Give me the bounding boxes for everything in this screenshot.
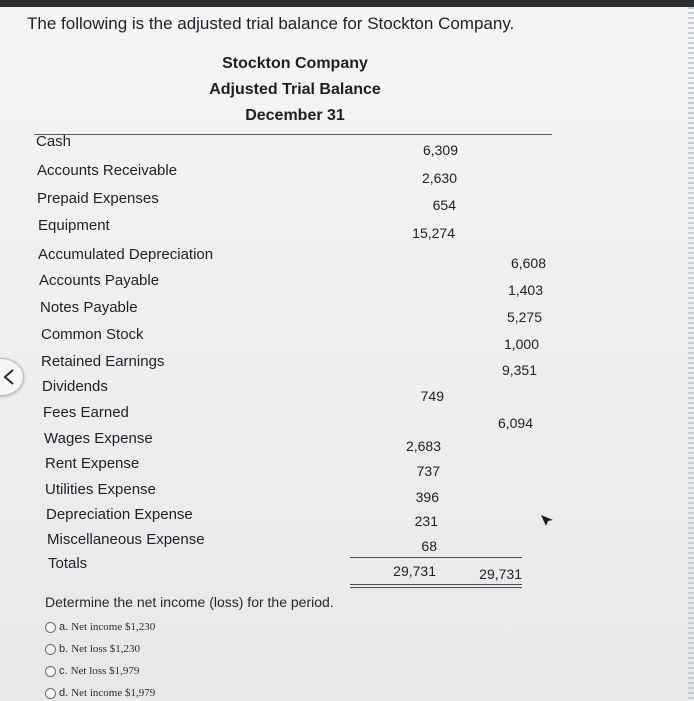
account-name: Notes Payable [40, 299, 138, 316]
account-name: Depreciation Expense [46, 506, 193, 523]
credit-amount: 6,094 [497, 415, 533, 431]
radio-button[interactable] [45, 622, 56, 633]
debit-amount: 749 [420, 388, 444, 404]
debit-amount: 6,309 [422, 142, 458, 158]
company-name: Stockton Company [222, 55, 368, 72]
statement-date: December 31 [245, 107, 345, 124]
option-label: Net loss $1,230 [71, 643, 140, 655]
totals-label: Totals [48, 555, 88, 572]
account-name: Accounts Receivable [37, 162, 178, 179]
option-c[interactable] [45, 663, 139, 679]
debit-amount: 654 [432, 197, 456, 213]
option-letter: d. [59, 687, 69, 699]
debit-amount: 2,683 [405, 438, 441, 454]
debit-amount: 15,274 [412, 225, 455, 241]
totals-rule-double-bottom [350, 587, 522, 588]
mouse-cursor-icon [540, 513, 554, 527]
account-name: Equipment [38, 217, 110, 234]
debit-amount: 737 [416, 463, 440, 479]
option-letter: a. [59, 621, 69, 633]
chevron-left-icon [3, 369, 15, 385]
account-name: Wages Expense [44, 430, 153, 447]
header-rule [34, 134, 552, 135]
account-name: Retained Earnings [41, 353, 165, 370]
option-a[interactable] [45, 619, 155, 635]
debit-amount: 231 [414, 513, 438, 529]
totals-rule-single [350, 557, 522, 558]
account-name: Fees Earned [43, 404, 129, 421]
credit-amount: 5,275 [506, 309, 542, 325]
question-text: Determine the net income (loss) for the period. [45, 594, 334, 610]
debit-amount: 68 [421, 538, 437, 554]
credit-amount: 6,608 [510, 255, 546, 271]
credit-total: 29,731 [479, 566, 522, 582]
option-label: Net loss $1,979 [70, 665, 140, 677]
option-letter: b. [59, 643, 69, 655]
radio-button[interactable] [45, 644, 56, 655]
account-name: Cash [36, 133, 72, 150]
option-d[interactable] [45, 685, 155, 701]
option-b[interactable] [45, 641, 140, 657]
account-name: Utilities Expense [45, 481, 156, 498]
account-name: Rent Expense [45, 455, 140, 472]
right-edge [688, 7, 694, 700]
credit-amount: 1,000 [503, 336, 539, 352]
account-name: Prepaid Expenses [37, 190, 159, 207]
account-name: Miscellaneous Expense [47, 531, 205, 548]
account-name: Common Stock [41, 326, 144, 343]
debit-amount: 2,630 [421, 170, 457, 186]
credit-amount: 1,403 [507, 282, 543, 298]
account-name: Accumulated Depreciation [38, 246, 214, 263]
radio-button[interactable] [45, 688, 56, 699]
debit-amount: 396 [415, 489, 439, 505]
account-name: Accounts Payable [39, 272, 160, 289]
intro-text: The following is the adjusted trial balance for Stockton Company. [27, 14, 515, 33]
credit-amount: 9,351 [501, 362, 537, 378]
statement-title: Adjusted Trial Balance [209, 81, 381, 98]
option-label: Net income $1,230 [71, 621, 156, 633]
radio-button[interactable] [45, 666, 56, 677]
debit-total: 29,731 [393, 563, 436, 579]
totals-rule-double-top [350, 584, 522, 585]
option-label: Net income $1,979 [71, 687, 156, 699]
option-letter: c. [59, 665, 68, 677]
back-button[interactable] [0, 358, 24, 396]
account-name: Dividends [42, 378, 108, 395]
top-edge [0, 0, 694, 7]
